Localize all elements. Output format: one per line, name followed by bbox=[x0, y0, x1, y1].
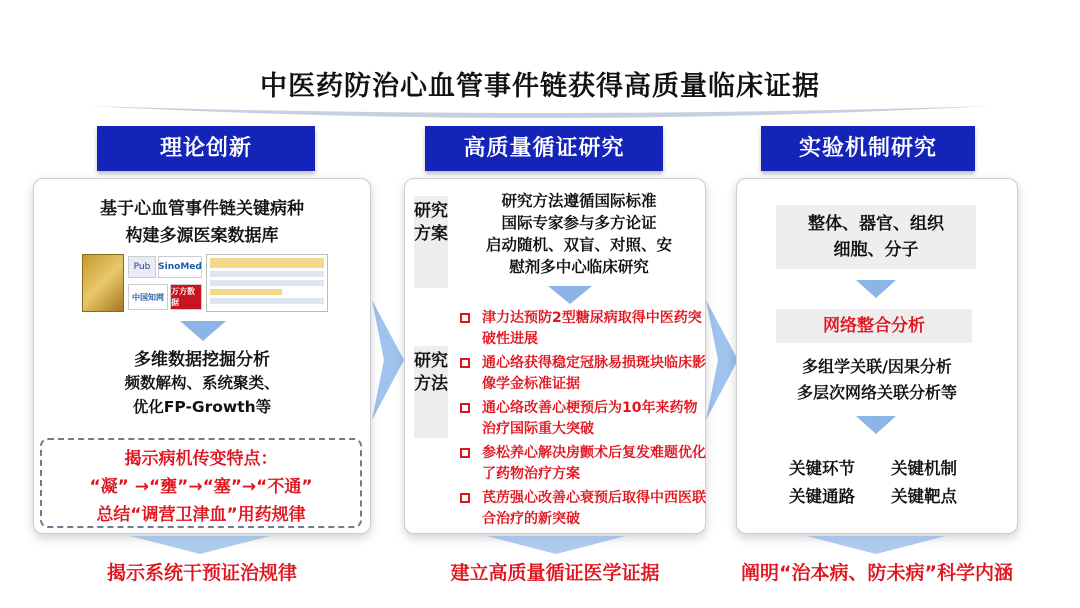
pathogenesis-sequence: “凝” →“壅”→“塞”→“不通” bbox=[89, 477, 313, 497]
book-cover-image bbox=[82, 254, 124, 312]
scheme-line-3: 启动随机、双盲、对照、安 bbox=[485, 236, 672, 254]
down-arrow-icon bbox=[130, 536, 270, 554]
network-analysis-box: 网络整合分析 bbox=[776, 309, 972, 343]
down-arrow-icon bbox=[856, 280, 896, 298]
analysis-line-1: 频数解构、系统聚类、 bbox=[124, 374, 280, 392]
evidence-bullet: 通心络改善心梗预后为10年来药物治疗国际重大突破 bbox=[466, 398, 706, 440]
scheme-line-1: 研究方法遵循国际标准 bbox=[501, 192, 657, 210]
chevron-arrow-right-icon bbox=[704, 300, 740, 420]
key-item: 关键环节 bbox=[789, 459, 855, 478]
database-line-1: 基于心血管事件链关键病种 bbox=[100, 199, 304, 219]
down-arrow-icon bbox=[856, 416, 896, 434]
column-header-evidence: 高质量循证研究 bbox=[425, 126, 663, 171]
levels-line-2: 细胞、分子 bbox=[833, 240, 919, 260]
checkbox-square-icon bbox=[460, 403, 470, 413]
key-item: 关键通路 bbox=[789, 487, 855, 506]
omics-line-2: 多层次网络关联分析等 bbox=[796, 383, 957, 402]
reveal-title: 揭示病机传变特点： bbox=[124, 449, 278, 469]
checkbox-square-icon bbox=[460, 493, 470, 503]
column-header-theory: 理论创新 bbox=[97, 126, 315, 171]
analysis-title: 多维数据挖掘分析 bbox=[134, 350, 270, 370]
column-header-mechanism: 实验机制研究 bbox=[761, 126, 975, 171]
side-label-method: 研究方法 bbox=[414, 346, 448, 438]
omics-line-1: 多组学关联/因果分析 bbox=[802, 357, 952, 376]
checkbox-square-icon bbox=[460, 313, 470, 323]
footer-mechanism: 阐明“治本病、防未病”科学内涵 bbox=[741, 562, 1013, 584]
evidence-bullet: 参松养心解决房颤术后复发难题优化了药物治疗方案 bbox=[466, 443, 706, 485]
checkbox-square-icon bbox=[460, 448, 470, 458]
chevron-arrow-right-icon bbox=[370, 300, 406, 420]
database-line-2: 构建多源医案数据库 bbox=[125, 226, 279, 246]
analysis-line-2: 优化FP-Growth等 bbox=[132, 398, 272, 416]
down-arrow-icon bbox=[180, 321, 226, 341]
research-levels-box bbox=[776, 205, 976, 269]
evidence-bullet: 通心络获得稳定冠脉易损斑块临床影像学金标准证据 bbox=[466, 353, 706, 395]
down-arrow-icon bbox=[548, 286, 592, 304]
page-title: 中医药防治心血管事件链获得高质量临床证据 bbox=[260, 71, 820, 102]
key-item: 关键靶点 bbox=[891, 487, 957, 506]
sinomed-logo: SinoMed bbox=[158, 256, 202, 278]
cnki-logo: 中国知网 bbox=[128, 284, 168, 310]
down-arrow-icon bbox=[806, 536, 946, 554]
checkbox-square-icon bbox=[460, 358, 470, 368]
scheme-line-4: 慰剂多中心临床研究 bbox=[509, 258, 649, 276]
wanfang-logo: 万方数据 bbox=[170, 284, 202, 310]
pubmed-logo: Pub bbox=[128, 256, 156, 278]
database-screenshot-image bbox=[206, 254, 328, 312]
medication-summary: 总结“调营卫津血”用药规律 bbox=[96, 505, 306, 525]
key-item: 关键机制 bbox=[891, 459, 957, 478]
footer-evidence: 建立高质量循证医学证据 bbox=[450, 562, 660, 584]
evidence-bullet: 芪苈强心改善心衰预后取得中西医联合治疗的新突破 bbox=[466, 488, 706, 530]
scheme-line-2: 国际专家参与多方论证 bbox=[501, 214, 657, 232]
footer-theory: 揭示系统干预证治规律 bbox=[106, 562, 297, 584]
down-arrow-icon bbox=[486, 536, 626, 554]
evidence-bullet: 津力达预防2型糖尿病取得中医药突破性进展 bbox=[466, 308, 706, 350]
title-swoosh-decoration bbox=[0, 102, 1080, 126]
side-label-scheme: 研究方案 bbox=[414, 196, 448, 288]
database-logos-image bbox=[82, 254, 330, 314]
levels-line-1: 整体、器官、组织 bbox=[808, 214, 944, 234]
pathogenesis-box bbox=[40, 438, 362, 528]
